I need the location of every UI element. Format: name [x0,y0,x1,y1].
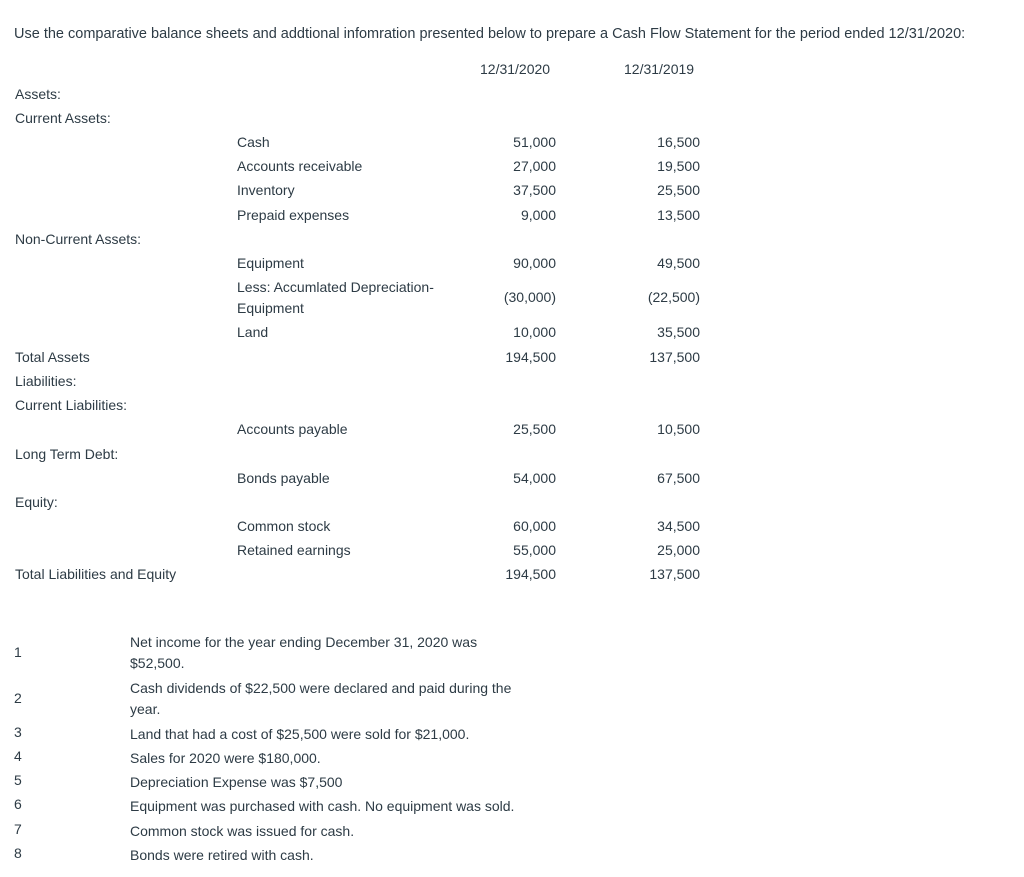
note-text: Depreciation Expense was $7,500 [130,774,343,790]
value-accounts-receivable-2020: 27,000 [513,158,556,174]
row-label-accumulated-depreciation-line1: Less: Accumlated Depreciation- [237,279,434,295]
note-number: 1 [14,644,22,660]
note-text: Net income for the year ending December 31, 2020 was $52,500. [130,634,478,671]
instructions-text: Use the comparative balance sheets and addtional infomration presented below to prepare a Cash Flow Statement for the period ended 12/31/2020: [14,26,966,42]
value-bonds-payable-2020: 54,000 [513,470,556,486]
row-label-bonds-payable: Bonds payable [237,470,330,486]
section-current-liabilities: Current Liabilities: [15,397,128,413]
value-bonds-payable-2019: 67,500 [657,470,700,486]
value-inventory-2020: 37,500 [513,182,556,198]
note-number: 6 [14,796,22,812]
value-land-2019: 35,500 [657,324,700,340]
note-number: 8 [14,845,22,861]
value-prepaid-expenses-2019: 13,500 [657,207,700,223]
row-label-common-stock: Common stock [237,518,331,534]
section-long-term-debt: Long Term Debt: [15,446,119,462]
section-total-liabilities-equity: Total Liabilities and Equity [15,566,177,582]
value-total-assets-2020: 194,500 [505,349,556,365]
note-number: 4 [14,748,22,764]
row-label-accounts-payable: Accounts payable [237,421,348,437]
row-label-prepaid-expenses: Prepaid expenses [237,207,350,223]
value-total-liabilities-equity-2019: 137,500 [649,566,700,582]
value-inventory-2019: 25,500 [657,182,700,198]
value-accumulated-depreciation-2020: (30,000) [503,289,556,305]
value-equipment-2020: 90,000 [513,255,556,271]
row-label-inventory: Inventory [237,182,295,198]
note-text: Common stock was issued for cash. [130,823,355,839]
row-label-land: Land [237,324,269,340]
value-prepaid-expenses-2020: 9,000 [520,207,556,223]
note-number: 3 [14,724,22,740]
column-header-2020: 12/31/2020 [480,61,551,77]
section-current-assets: Current Assets: [15,110,111,126]
note-text: Cash dividends of $22,500 were declared and paid during the year. [130,680,512,717]
value-retained-earnings-2020: 55,000 [513,542,556,558]
column-header-2019: 12/31/2019 [624,61,695,77]
note-text: Equipment was purchased with cash. No equipment was sold. [130,798,515,814]
section-non-current-assets: Non-Current Assets: [15,231,142,247]
value-accounts-payable-2019: 10,500 [657,421,700,437]
section-equity: Equity: [15,494,58,510]
note-text: Sales for 2020 were $180,000. [130,750,321,766]
section-assets: Assets: [15,86,61,102]
value-retained-earnings-2019: 25,000 [657,542,700,558]
value-land-2020: 10,000 [513,324,556,340]
section-total-assets: Total Assets [15,349,90,365]
value-equipment-2019: 49,500 [657,255,700,271]
note-number: 2 [14,690,22,706]
note-text: Bonds were retired with cash. [130,847,314,863]
row-label-equipment: Equipment [237,255,304,271]
value-cash-2020: 51,000 [513,134,556,150]
value-common-stock-2020: 60,000 [513,518,556,534]
row-label-cash: Cash [237,134,270,150]
note-number: 5 [14,772,22,788]
value-total-liabilities-equity-2020: 194,500 [505,566,556,582]
row-label-retained-earnings: Retained earnings [237,542,351,558]
note-number: 7 [14,821,22,837]
row-label-accumulated-depreciation-line2: Equipment [237,300,304,316]
note-text: Land that had a cost of $25,500 were sold for $21,000. [130,726,470,742]
value-accounts-payable-2020: 25,500 [513,421,556,437]
value-accounts-receivable-2019: 19,500 [657,158,700,174]
value-common-stock-2019: 34,500 [657,518,700,534]
row-label-accounts-receivable: Accounts receivable [237,158,363,174]
value-cash-2019: 16,500 [657,134,700,150]
value-total-assets-2019: 137,500 [649,349,700,365]
value-accumulated-depreciation-2019: (22,500) [647,289,700,305]
section-liabilities: Liabilities: [15,373,77,389]
